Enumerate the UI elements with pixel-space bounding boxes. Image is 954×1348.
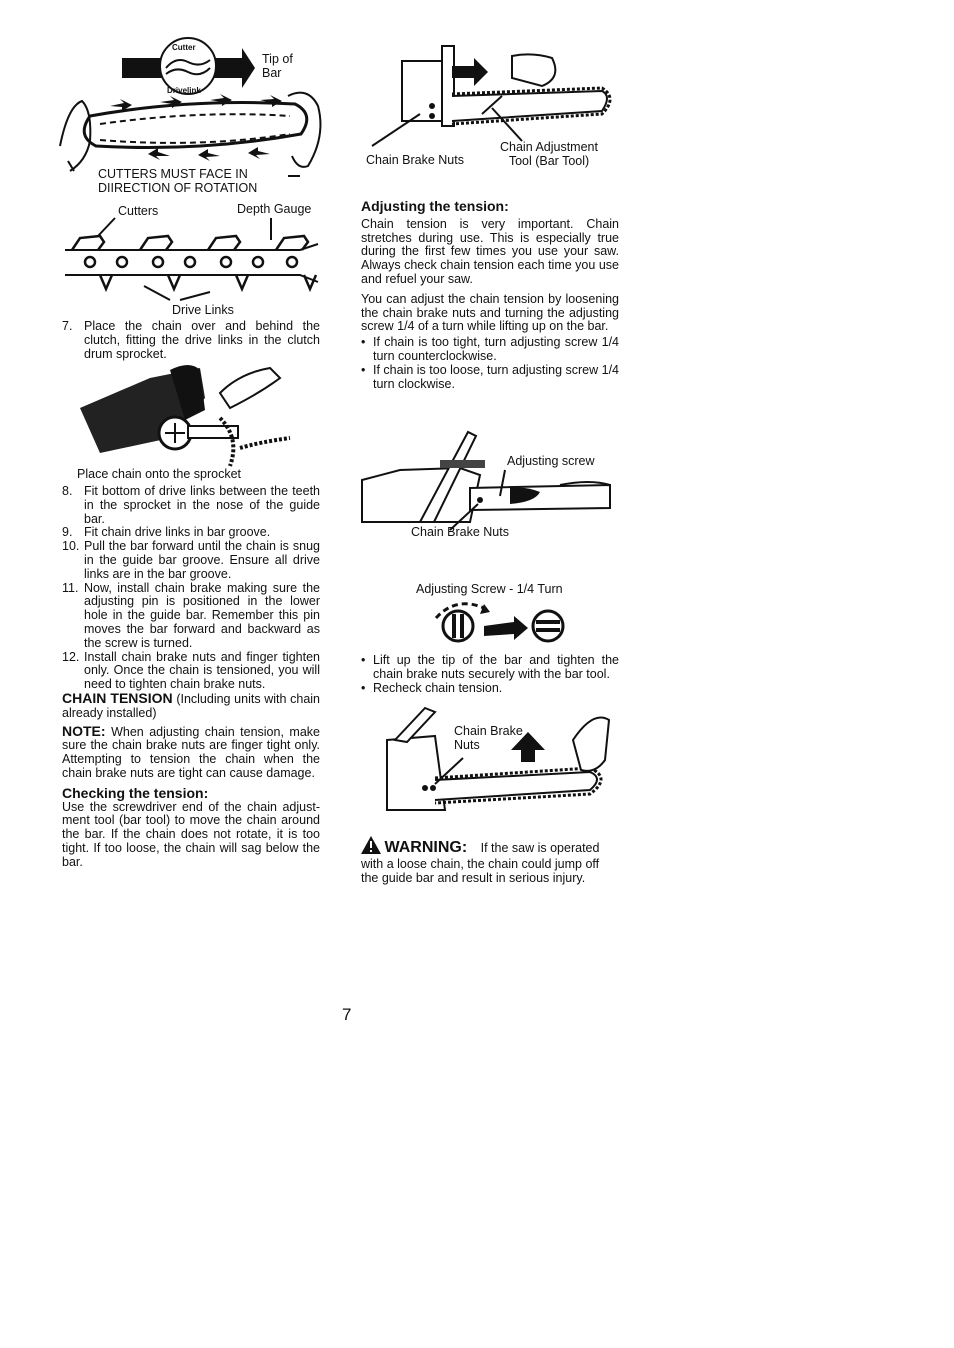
step-8: 8. Fit bottom of drive links between the teeth in the sprocket in the nose of the guide bar. xyxy=(62,484,320,526)
sprocket-figure xyxy=(70,358,300,486)
chain-tension-heading: CHAIN TENSION (Including units with chain already installed) xyxy=(62,690,320,720)
checking-heading: Checking the tension: xyxy=(62,784,209,801)
step-10: 10. Pull the bar forward until the chain is snug in the guide bar groove. Ensure all drive links are in the bar groove. xyxy=(62,539,320,581)
warning-section xyxy=(361,836,619,885)
adjusting-para-1: Chain tension is very important. Chain stretches during use. This is especially true during the first few times you use your saw. Always check chain tension each time you use and refuel your saw. xyxy=(361,216,619,286)
quarter-turn-caption: Adjusting Screw - 1/4 Turn xyxy=(416,582,563,596)
rotation-caption: CUTTERS MUST FACE IN DIIRECTION OF ROTATION xyxy=(98,167,258,195)
chain-parts-figure xyxy=(60,200,325,320)
adjusting-heading: Adjusting the tension: xyxy=(361,198,509,214)
adjusting-screw-label: Adjusting screw xyxy=(507,454,595,468)
chain-tension-section xyxy=(62,692,320,870)
bullet-lift-tip: • Lift up the tip of the bar and tighten the chain brake nuts securely with the bar tool. xyxy=(361,654,619,682)
warning-icon xyxy=(361,836,381,858)
step-7: 7. Place the chain over and behind the clutch, fitting the drive links in the clutch drum sprocket. xyxy=(62,319,320,361)
step-list-a xyxy=(62,320,320,361)
lift-bar-illustration xyxy=(385,700,610,815)
step-9: 9. Fit chain drive links in bar groove. xyxy=(62,525,271,540)
brake-nuts-label-1: Chain Brake Nuts xyxy=(366,153,464,167)
sprocket-illustration xyxy=(70,358,295,466)
quarter-turn-figure xyxy=(410,580,590,645)
bar-tool-label: Chain Adjustment Tool (Bar Tool) xyxy=(500,140,598,168)
bullet-recheck: • Recheck chain tension. xyxy=(361,682,619,696)
tighten-bullets-section xyxy=(361,654,619,695)
sprocket-caption: Place chain onto the sprocket xyxy=(77,467,241,481)
lift-bar-figure xyxy=(385,700,615,818)
bar-tool-illustration xyxy=(362,36,617,136)
adjusting-screw-figure xyxy=(360,430,620,545)
bullet-too-tight: • If chain is too tight, turn adjusting screw 1/4 turn counterclockwise. xyxy=(361,336,619,364)
warning-text: If the saw is operated with a loose chain, the chain could jump off the guide bar and result in serious injury. xyxy=(361,841,600,885)
drivelink-label: Drivelink xyxy=(167,86,201,95)
adjusting-para-2: You can adjust the chain tension by loosening the chain brake nuts and turning the adjusting screw 1/4 of a turn while lifting up on the bar. xyxy=(361,291,619,334)
warning-label: WARNING: xyxy=(384,839,468,856)
tension-bullets xyxy=(361,336,619,391)
chain-rotation-figure xyxy=(60,36,325,196)
step-12: 12. Install chain brake nuts and finger tighten only. Once the chain is tensioned, you will need to tighten chain brake nuts. xyxy=(62,649,320,692)
lift-nuts-label: Chain Brake Nuts xyxy=(454,724,523,752)
bullet-too-loose: • If chain is too loose, turn adjusting screw 1/4 turn clockwise. xyxy=(361,364,619,392)
brake-nuts-label-2: Chain Brake Nuts xyxy=(411,525,509,539)
bar-tool-figure xyxy=(362,36,622,171)
step-11: 11. Now, install chain brake making sure the adjusting pin is positioned in the lower hole in the guide bar. Remember this pin moves the bar forward and backward as the screw is turned. xyxy=(62,580,320,650)
depth-gauge-label: Depth Gauge xyxy=(237,202,312,216)
tighten-bullets xyxy=(361,654,619,695)
adjusting-screw-illustration xyxy=(360,430,615,525)
drive-links-label: Drive Links xyxy=(172,303,234,317)
adjusting-section xyxy=(361,200,619,391)
step-list-b xyxy=(62,485,320,692)
screw-turn-illustration xyxy=(428,598,588,643)
tip-of-bar-label: Tip of Bar xyxy=(262,52,293,80)
cutters-label: Cutters xyxy=(118,204,159,218)
page-number: 7 xyxy=(342,1005,352,1024)
cutter-label: Cutter xyxy=(172,43,196,52)
checking-paragraph: Use the screwdriver end of the chain adjust- ment tool (bar tool) to move the chain around the bar. If the chain does not rotate, it is too tight. If too loose, the chain will sag below the bar. xyxy=(62,799,320,869)
note-paragraph: NOTE: When adjusting chain tension, make sure the chain brake nuts are finger tight only. Attempting to tension the chain when the chain brake nuts are tight can cause damage. xyxy=(62,722,321,780)
